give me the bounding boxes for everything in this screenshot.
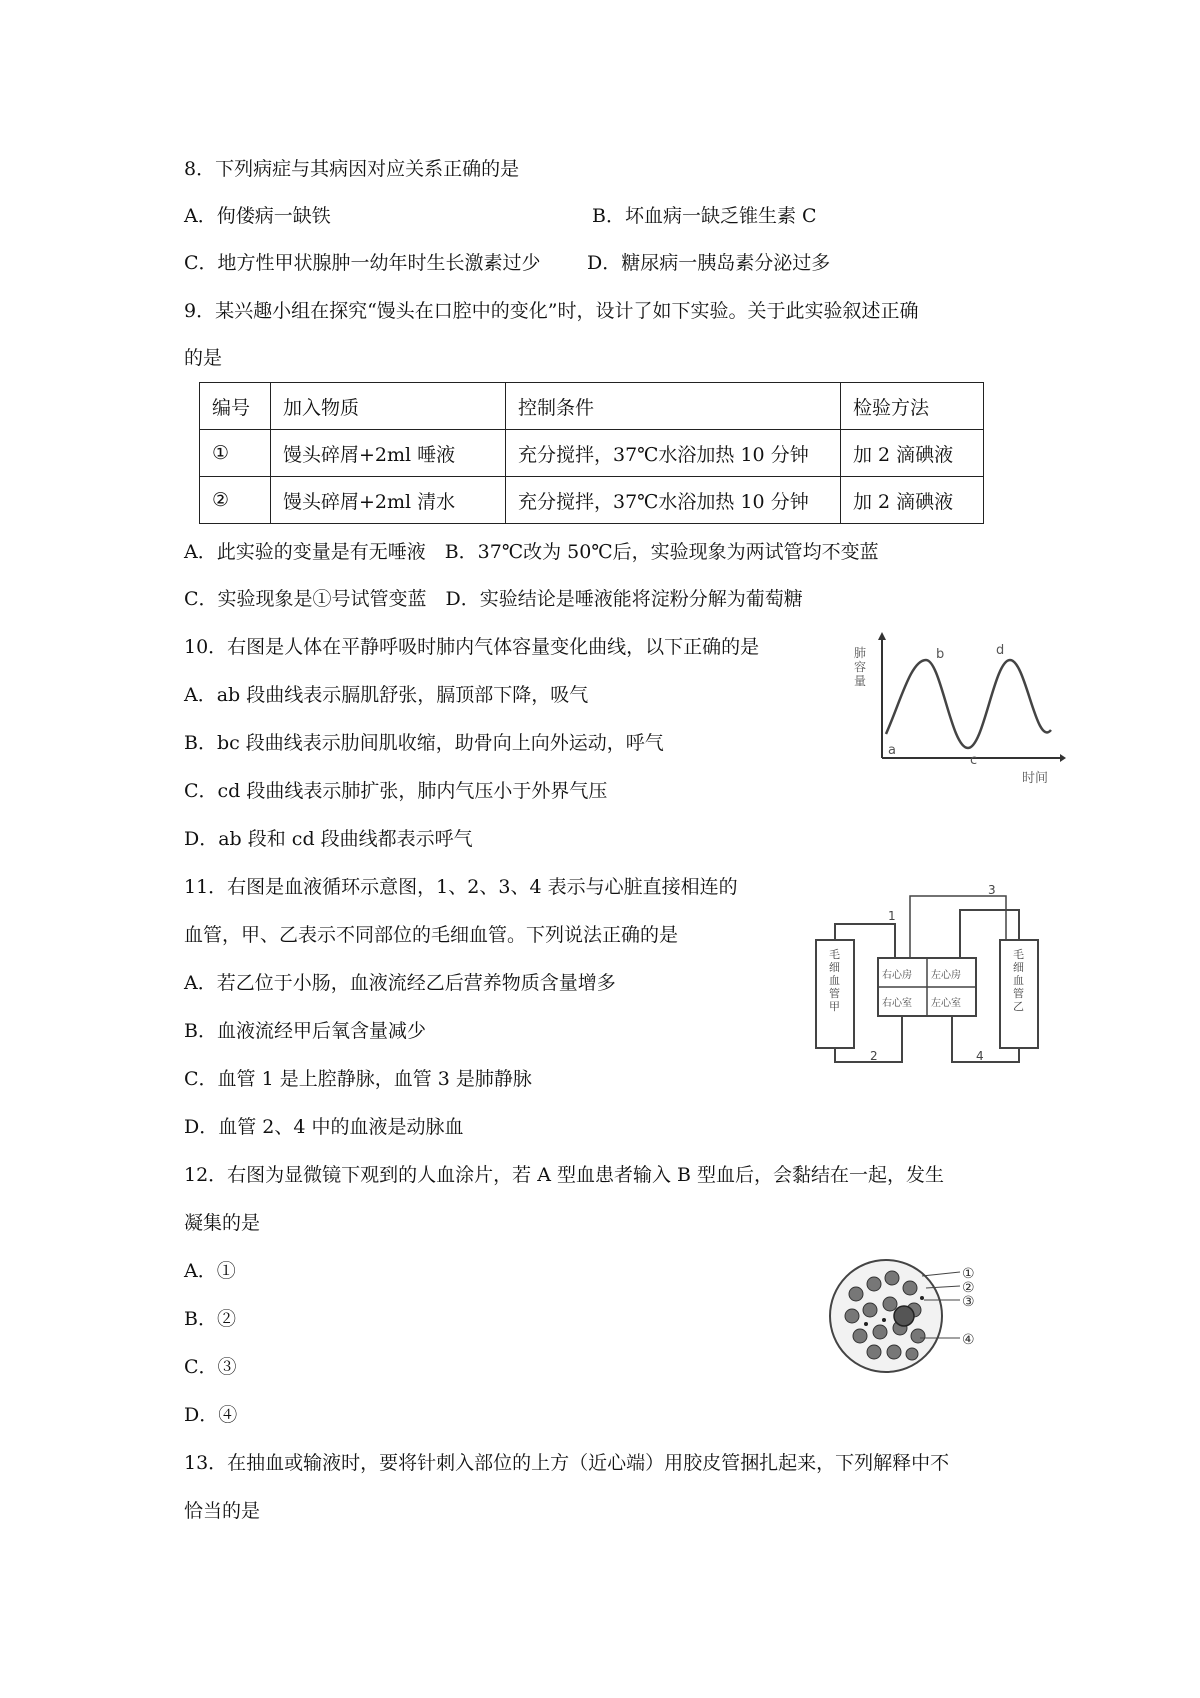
- table-header-cell: 编号: [200, 383, 271, 430]
- vessel-3: [960, 910, 1019, 958]
- q10-option-b: B．bc 段曲线表示肋间肌收缩，助骨向上向外运动，呼气: [184, 732, 664, 754]
- white-blood-cell: [894, 1306, 914, 1326]
- q11-option-c: C．血管 1 是上腔静脉，血管 3 是肺静脉: [184, 1068, 532, 1090]
- vessel-3-label: 3: [988, 884, 996, 897]
- point-d-label: d: [996, 643, 1005, 658]
- q10-stem: 10．右图是人体在平静呼吸时肺内气体容量变化曲线，以下正确的是: [184, 636, 760, 658]
- x-axis-arrow: [1060, 754, 1066, 762]
- marker-1-label: ①: [962, 1266, 975, 1282]
- vessel-1-label: 1: [888, 909, 896, 923]
- heart-chamber-label: 左心房: [931, 970, 961, 981]
- q8-stem: 8．下列病症与其病因对应关系正确的是: [184, 158, 520, 180]
- volume-curve: [886, 660, 1051, 748]
- vessel-2-label: 2: [870, 1049, 878, 1063]
- experiment-table: [199, 382, 984, 524]
- q12-option-a: A．①: [184, 1260, 236, 1282]
- table-cell: 馒头碎屑+2ml 清水: [271, 477, 506, 524]
- marker-1-line: [922, 1272, 960, 1276]
- q11-option-a: A．若乙位于小肠，血液流经乙后营养物质含量增多: [184, 972, 616, 994]
- q10-option-c: C．cd 段曲线表示肺扩张，肺内气压小于外界气压: [184, 780, 608, 802]
- marker-3-label: ③: [962, 1294, 975, 1310]
- x-axis-label: 时间: [1022, 771, 1049, 786]
- table-cell: ②: [200, 477, 271, 524]
- q12-option-d: D．④: [184, 1404, 238, 1426]
- table-row: [200, 477, 984, 524]
- q12-stem-line1: 12．右图为显微镜下观到的人血涂片，若 A 型血患者输入 B 型血后，会黏结在一起，发生: [184, 1164, 945, 1186]
- table-header-row: [200, 383, 984, 430]
- blood-smear-diagram: [826, 1254, 996, 1378]
- q10-option-a: A．ab 段曲线表示膈肌舒张，膈顶部下降，吸气: [184, 684, 589, 706]
- marker-4-label: ④: [962, 1332, 975, 1348]
- y-axis-label: 肺容量: [854, 646, 867, 688]
- q11-option-d: D．血管 2、4 中的血液是动脉血: [184, 1116, 464, 1138]
- q12-stem-line2: 凝集的是: [184, 1212, 261, 1234]
- heart-chamber-label: 右心房: [882, 970, 912, 981]
- vessel-2: [835, 1016, 902, 1062]
- q9-stem-line2: 的是: [184, 347, 223, 369]
- point-a-label: a: [888, 743, 896, 758]
- capillary-a-label: 毛细血管甲: [829, 948, 840, 1013]
- q13-stem-line2: 恰当的是: [184, 1500, 261, 1522]
- q11-option-b: B．血液流经甲后氧含量减少: [184, 1020, 426, 1042]
- q9-options-ab: A．此实验的变量是有无唾液 B．37℃改为 50℃后，实验现象为两试管均不变蓝: [184, 541, 879, 563]
- marker-2-label: ②: [962, 1280, 975, 1296]
- point-c-label: c: [970, 753, 978, 768]
- q8-option-b: B．坏血病一缺乏锥生素 C: [592, 205, 817, 227]
- table-cell: 馒头碎屑+2ml 唾液: [271, 430, 506, 477]
- table-cell: 充分搅拌，37℃水浴加热 10 分钟: [506, 430, 841, 477]
- table-row: [200, 430, 984, 477]
- q12-option-c: C．③: [184, 1356, 237, 1378]
- q10-option-d: D．ab 段和 cd 段曲线都表示呼气: [184, 828, 473, 850]
- q9-options-cd: C．实验现象是①号试管变蓝 D．实验结论是唾液能将淀粉分解为葡萄糖: [184, 588, 803, 610]
- blood-smear-figure: [826, 1254, 996, 1378]
- q11-stem-line1: 11．右图是血液循环示意图，1、2、3、4 表示与心脏直接相连的: [184, 876, 738, 898]
- vessel-link-top: [910, 896, 1006, 958]
- y-axis-arrow: [878, 632, 886, 640]
- table-cell: 加 2 滴碘液: [841, 430, 984, 477]
- q8-option-d: D．糖尿病一胰岛素分泌过多: [587, 252, 831, 274]
- q11-stem-line2: 血管，甲、乙表示不同部位的毛细血管。下列说法正确的是: [184, 924, 679, 946]
- table-cell: 充分搅拌，37℃水浴加热 10 分钟: [506, 477, 841, 524]
- point-b-label: b: [936, 647, 945, 662]
- q8-option-a: A．佝偻病一缺铁: [184, 205, 331, 227]
- circulation-figure: [810, 884, 1046, 1068]
- vessel-4: [952, 1016, 1019, 1062]
- capillary-b-label: 毛细血管乙: [1013, 948, 1024, 1013]
- table-cell: ①: [200, 430, 271, 477]
- q8-option-c: C．地方性甲状腺肿一幼年时生长激素过少: [184, 252, 541, 274]
- table-cell: 加 2 滴碘液: [841, 477, 984, 524]
- lung-volume-figure: [846, 630, 1066, 790]
- table-header-cell: 加入物质: [271, 383, 506, 430]
- q9-stem-line1: 9．某兴趣小组在探究“馒头在口腔中的变化”时，设计了如下实验。关于此实验叙述正确: [184, 300, 919, 322]
- lung-volume-curve: [846, 630, 1066, 790]
- heart-chamber-label: 右心室: [882, 998, 912, 1009]
- circulation-diagram: [810, 884, 1046, 1068]
- heart-chamber-label: 左心室: [931, 998, 961, 1009]
- table-header-cell: 检验方法: [841, 383, 984, 430]
- table-header-cell: 控制条件: [506, 383, 841, 430]
- q13-stem-line1: 13．在抽血或输液时，要将针刺入部位的上方（近心端）用胶皮管捆扎起来，下列解释中不: [184, 1452, 950, 1474]
- vessel-4-label: 4: [976, 1049, 984, 1063]
- q12-option-b: B．②: [184, 1308, 236, 1330]
